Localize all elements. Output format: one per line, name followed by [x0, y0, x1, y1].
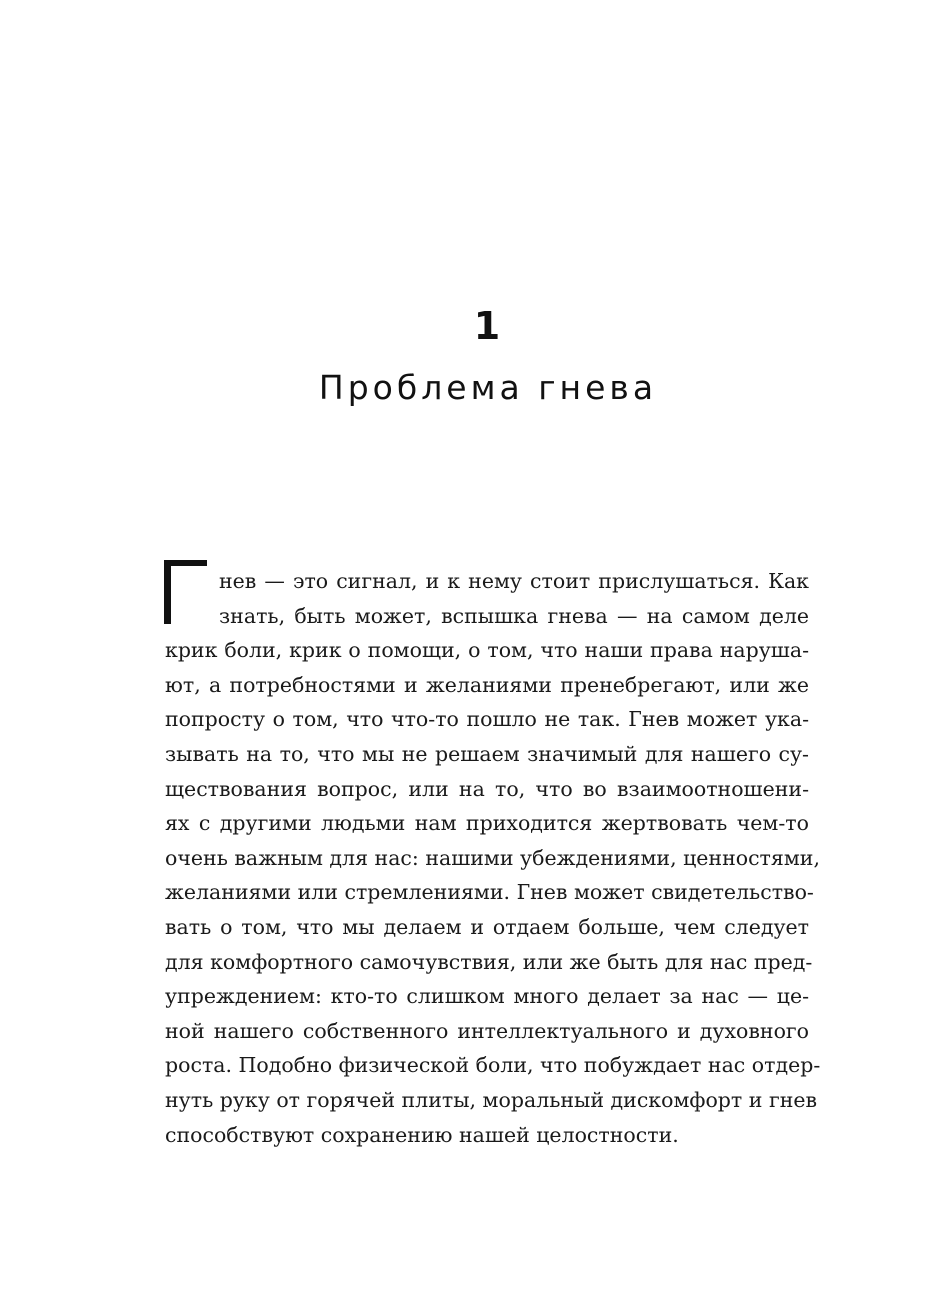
text-line: ют, а потребностями и желаниями пренебрегают, или же	[165, 672, 809, 697]
text-line: нуть руку от горячей плиты, моральный дискомфорт и гнев	[165, 1087, 818, 1112]
text-line: для комфортного самочувствия, или же быть для нас пред-	[165, 949, 813, 974]
text-line: вать о том, что мы делаем и отдаем больше, чем следует	[165, 914, 809, 939]
text-line: ях с другими людьми нам приходится жертвовать чем-то	[165, 811, 809, 836]
text-line: упреждением: кто-то слишком много делает за нас — це-	[165, 984, 809, 1009]
text-line: ществования вопрос, или на то, что во взаимоотношени-	[165, 776, 809, 801]
text-line: роста. Подобно физической боли, что побуждает нас отдер-	[165, 1053, 821, 1078]
text-line: знать, быть может, вспышка гнева — на самом деле	[219, 603, 809, 628]
text-line: ной нашего собственного интеллектуального и духовного	[165, 1018, 809, 1043]
text-line: способствуют сохранению нашей целостности.	[165, 1122, 679, 1147]
text-line: очень важным для нас: нашими убеждениями, ценностями,	[165, 845, 820, 870]
chapter-number: 1	[473, 304, 501, 348]
text-line: зывать на то, что мы не решаем значимый для нашего су-	[165, 741, 809, 766]
text-line: желаниями или стремлениями. Гнев может свидетельство-	[165, 880, 814, 905]
text-line: крик боли, крик о помощи, о том, что наши права наруша-	[165, 638, 809, 663]
text-line: попросту о том, что что-то пошло не так. Гнев может ука-	[165, 707, 809, 732]
text-line: нев — это сигнал, и к нему стоит прислушаться. Как	[219, 569, 809, 593]
chapter-title: Проблема гнева	[318, 368, 658, 407]
body-paragraph	[165, 564, 821, 1152]
